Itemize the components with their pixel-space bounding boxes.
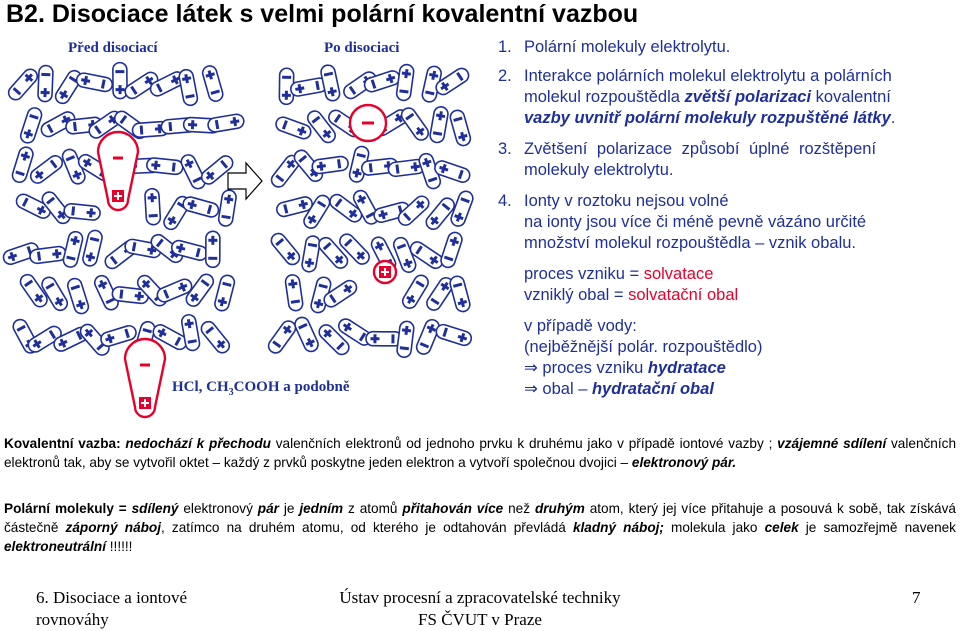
solvent-molecule (63, 203, 100, 221)
solvent-molecule (301, 235, 321, 273)
solvent-molecule (182, 195, 220, 218)
solvent-molecule (28, 153, 65, 186)
solvent-molecule (396, 321, 414, 358)
formula-caption: HCl, $CH_3COOH$ a podobně (172, 379, 350, 398)
solvent-molecule (19, 106, 43, 145)
solvent-molecule (293, 315, 321, 354)
solvent-molecule (439, 231, 464, 270)
solvent-molecule (311, 156, 349, 175)
solvent-molecule (429, 106, 449, 144)
solvent-molecule (320, 64, 341, 102)
polar-molecule (125, 339, 165, 417)
solvent-molecule (178, 69, 199, 107)
solvent-molecule (400, 273, 431, 311)
solvent-molecule (207, 113, 245, 133)
footer-chapter: 6. Disociace a iontové rovnováhy (36, 588, 188, 629)
solvent-molecule (62, 230, 84, 268)
list-item: 2. Interakce polárních molekul elektrolytu a polárních (498, 67, 892, 85)
implies-icon: ⇒ (524, 359, 538, 377)
solvent-molecule (146, 157, 183, 175)
solvent-molecule (396, 64, 415, 102)
steps-list: 1. Polární molekuly elektrolytu. 2. Interakce polárních molekul elektrolytu a polárních molekul rozpouštědla zvětší polarizaci kovalentní vazby uvnitř polární molekuly rozpuštěné látky. 3. Zvětšení polarizace způsobí úplné rozštěpení molekuly elektrolytu. 4. Ionty v roztoku nejsou volné na ionty jsou více či méně pevně vázáno určité množství molekul rozpouštědla – vznik obalu. proces vzniku = solvatace vzniklý obal = solvatační obal v případě vody: (nejběžnější polár. rozpouštědlo) ⇒ proces vzniku hydratace ⇒ obal – hydratační obal (498, 37, 960, 400)
anion (350, 105, 386, 141)
solvent-molecule (213, 274, 235, 312)
covalent-bond-paragraph: Kovalentní vazba: nedochází k přechodu valenčních elektronů od jednoho prvku k druhému jako v případě iontové vazby ; vzájemné sdílení valenčních elektronů tak, aby se vytvořil oktet – každý z prvků poskytne jeden elektron a vytvoří společnou dvojici – elektronový pár. (4, 436, 957, 470)
after-dissociation-label: Po disociaci (324, 40, 400, 56)
dissociation-illustration (0, 60, 495, 420)
implies-icon: ⇒ (524, 380, 538, 398)
cation (374, 261, 396, 283)
solvent-molecule (82, 229, 104, 267)
polar-molecule (98, 132, 138, 210)
solvent-molecule (145, 188, 161, 225)
solvent-molecule (449, 109, 472, 147)
polar-molecules-paragraph: Polární molekuly = sdílený elektronový pár je jedním z atomů přitahován více než druhým atom, který jej více přitahuje a posouvá k sobě, tak získává částečně záporný náboj, zatímco na druhém atomu, od kterého je odtahován převládá kladný náboj; molekula jako celek je samozřejmě navenek elektroneutrální !!!!!! (4, 501, 956, 554)
page-title: B2. Disociace látek s velmi polární kovalentní vazbou (6, 0, 639, 28)
solvent-molecule (75, 72, 113, 93)
list-item: 1. Polární molekuly elektrolytu. (498, 38, 731, 56)
solvent-molecule (38, 65, 53, 102)
solvent-molecule (366, 332, 402, 346)
solvent-molecule (6, 66, 40, 102)
solvent-molecule (274, 115, 313, 140)
solvent-molecule (414, 318, 441, 357)
solvent-molecule (201, 64, 224, 102)
solvent-molecule (266, 318, 298, 355)
footer-page-number: 7 (912, 588, 921, 607)
solvent-molecule (206, 231, 220, 267)
solvent-molecule (435, 323, 474, 347)
list-item: 4. Ionty v roztoku nejsou volné (498, 192, 729, 210)
footer-institute: Ústav procesní a zpracovatelské techniky FS ČVUT v Praze (339, 588, 621, 629)
solvent-molecule (199, 319, 233, 356)
before-dissociation-label: Před disociací (68, 40, 158, 56)
solvent-molecule (218, 189, 237, 227)
solvent-molecule (269, 231, 303, 268)
list-item: 3. Zvětšení polarizace způsobí úplné rozštěpení (498, 140, 877, 158)
solvent-molecule (449, 275, 472, 313)
solvent-molecule (285, 274, 304, 312)
solvent-molecule (66, 277, 90, 316)
